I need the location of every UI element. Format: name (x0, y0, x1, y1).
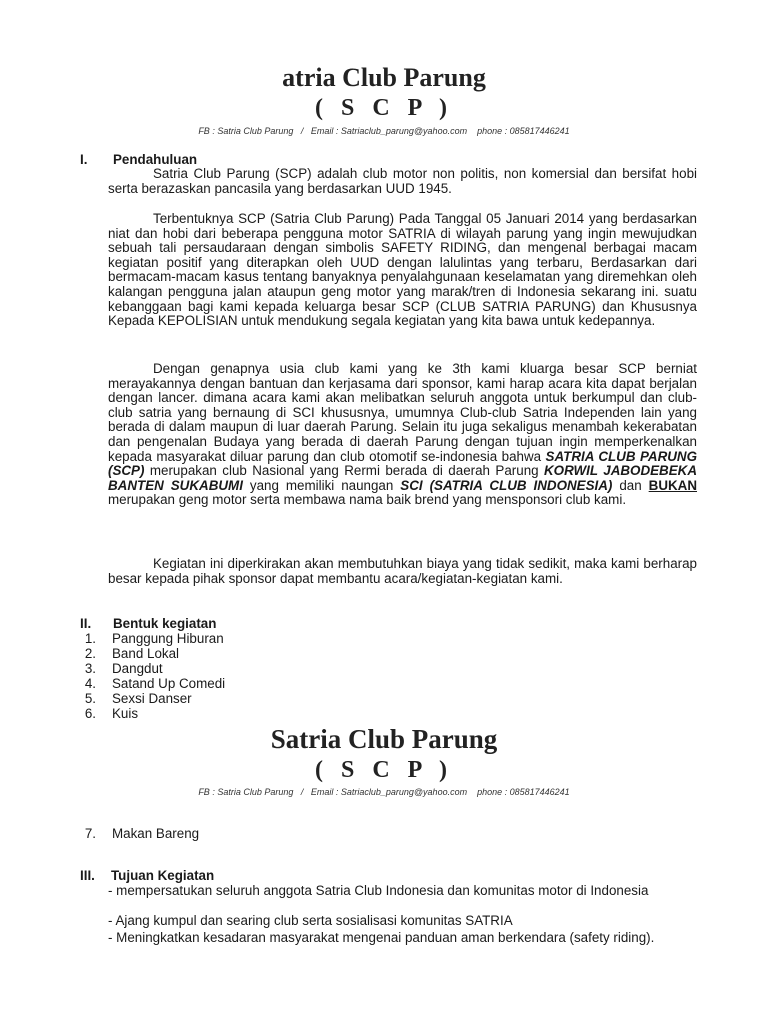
list-number: 6. (84, 706, 96, 721)
text-run: Dengan genapnya usia club kami yang ke 3th kami kluarga besar SCP berniat merayakannya dengan bantuan dan kerjasama dari sponsor, kami harap acara kita dapat berjalan dengan lancer. dimana acara kami akan melibatkan seluruh anggota untuk berkumpul dan club-club satria yang bernaung di SCI khususnya, umumnya Club-club Satria Independen lain yang berada di dalam maupun di luar daerah Parung. Selain itu juga sekaligus menambah kekerabatan dan pengenalan Budaya yang berada di daerah Parung dengan tujuan ingin memperkenalkan kepada masyarakat diluar parung dan club otomotif se-indonesia bahwa (108, 361, 697, 464)
emphasis-korwil: KORWIL JABODEBEKA BANTEN SUKABUMI (108, 463, 697, 493)
goal-item: - mempersatukan seluruh anggota Satria Club Indonesia dan komunitas motor di Indonesia (108, 883, 649, 898)
text-run: yang memiliki naungan (242, 477, 401, 493)
contact-line: FB : Satria Club Parung / Email : Satriaclub_parung@yahoo.com phone : 085817446241 (198, 126, 570, 136)
goal-item: - Ajang kumpul dan searing club serta sosialisasi komunitas SATRIA (108, 913, 513, 928)
emphasis-bukan: BUKAN (648, 477, 698, 493)
paragraph-intro: Satria Club Parung (SCP) adalah club motor non politis, non komersial dan bersifat hobi serta berazaskan pancasila yang berdasarkan UUD 1945. (108, 166, 697, 196)
list-number: 1. (84, 631, 96, 646)
emphasis-sci: SCI (SATRIA CLUB INDONESIA) (400, 477, 613, 493)
paragraph-anniversary (108, 362, 697, 508)
club-title: Satria Club Parung (270, 724, 498, 754)
contact-line: FB : Satria Club Parung / Email : Satriaclub_parung@yahoo.com phone : 085817446241 (198, 787, 570, 797)
goal-item: - Meningkatkan kesadaran masyarakat mengenai panduan aman berkendara (safety riding). (108, 930, 655, 945)
list-text: Band Lokal (112, 646, 180, 661)
list-number: 4. (84, 676, 96, 691)
club-title: atria Club Parung (282, 63, 486, 92)
section-title: Tujuan Kegiatan (111, 868, 215, 883)
paragraph-history: Terbentuknya SCP (Satria Club Parung) Pada Tanggal 05 Januari 2014 yang berdasarkan niat dan hobi dari beberapa pengguna motor SATRIA di wilayah parung yang ingin mewujudkan sebuah tali persaudaraan dengan simbolis SAFETY RIDING, dan mengenal berbagai macam kegiatan positif yang diterapkan oleh UUD dengan lalulintas yang terbaru, Berdasarkan dari bermacam-macam kasus tentang banyaknya penyalahgunaan keselamatan yang diremehkan oleh kalangan pengguna jalan ataupun geng motor yang marak/tren di Indonesia sekarang ini. suatu kebanggaan bagi kami kepada keluarga besar SCP (CLUB SATRIA PARUNG) dan Khususnya Kepada KEPOLISIAN untuk mendukung segala kegiatan yang kita bawa untuk kedepannya. (108, 211, 697, 329)
club-abbreviation: ( S C P ) (315, 95, 453, 121)
section-title: Pendahuluan (113, 152, 198, 167)
text-run: merupakan club Nasional yang Rermi berada di daerah Parung (144, 463, 545, 479)
section-number: III. (80, 868, 95, 883)
club-abbreviation: ( S C P ) (315, 757, 453, 783)
list-text: Dangdut (112, 661, 163, 676)
paragraph-sponsorship: Kegiatan ini diperkirakan akan membutuhkan biaya yang tidak sedikit, maka kami berharap besar kepada pihak sponsor dapat membantu acara/kegiatan-kegiatan kami. (108, 556, 697, 586)
list-text: Kuis (112, 706, 139, 721)
text-run: dan (612, 477, 649, 493)
section-number: II. (80, 616, 92, 631)
list-text: Sexsi Danser (112, 691, 192, 706)
list-text: Satand Up Comedi (112, 676, 226, 691)
list-number: 5. (84, 691, 96, 706)
list-text: Panggung Hiburan (112, 631, 224, 646)
list-number: 3. (84, 661, 96, 676)
emphasis-club-name: SATRIA CLUB PARUNG (SCP) (108, 448, 697, 479)
list-number: 7. (84, 826, 96, 841)
list-number: 2. (84, 646, 96, 661)
section-number: I. (80, 152, 88, 167)
text-run: merupakan geng motor serta membawa nama baik brend yang mensponsori club kami. (108, 492, 627, 508)
list-text: Makan Bareng (112, 826, 200, 841)
section-title: Bentuk kegiatan (113, 616, 217, 631)
